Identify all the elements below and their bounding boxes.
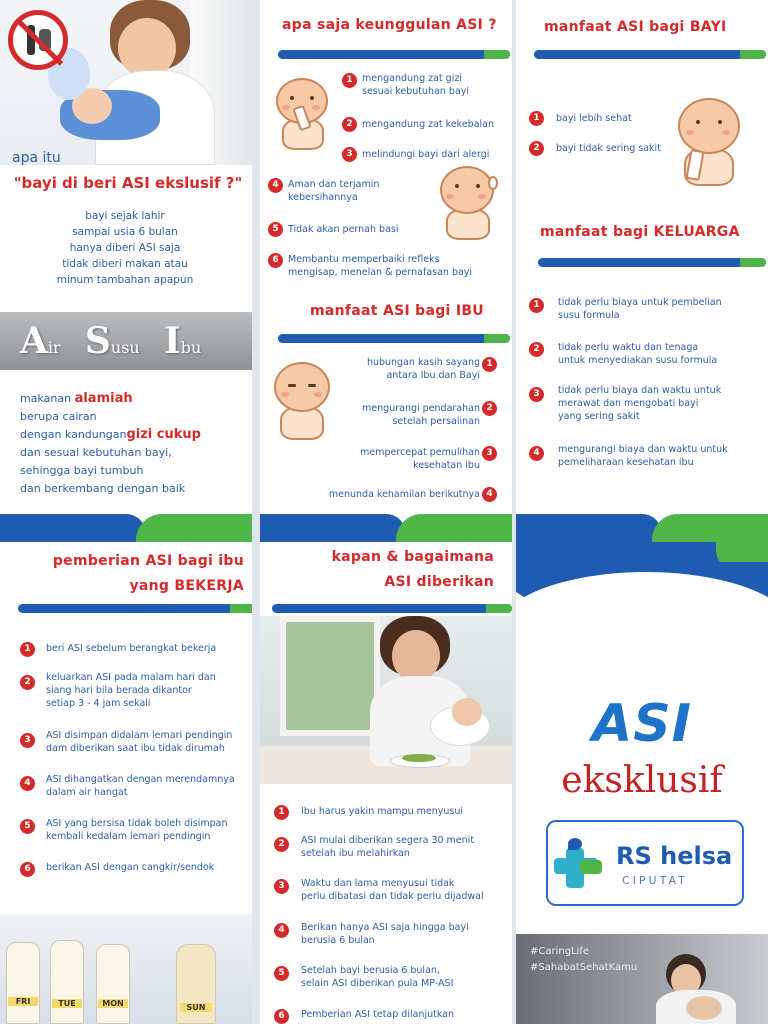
manfaat-ibu-text-1: hubungan kasih sayang antara Ibu dan Bayi	[366, 357, 480, 381]
banner-letter-a: A	[20, 320, 48, 362]
manfaat-ibu-title: manfaat ASI bagi IBU	[310, 303, 484, 319]
kapan-title-bar	[272, 604, 512, 613]
kapan-title-2: ASI diberikan	[384, 574, 494, 590]
intro-desc-line: bayi sejak lahir	[85, 210, 165, 222]
manfaat-ibu-num-4: 4	[482, 487, 497, 502]
banner-word-bu: bu	[180, 338, 202, 357]
def-line-3: dengan kandungangizi cukup	[20, 427, 201, 442]
manfaat-ibu-text-4: menunda kehamilan berikutnya	[328, 489, 480, 500]
manfaat-keluarga-num-1: 1	[529, 298, 544, 313]
banner-word-usu: usu	[110, 338, 140, 357]
keunggulan-text-4: Aman dan terjamin kebersihannya	[288, 179, 380, 203]
panel2-footer-wave	[260, 514, 512, 542]
kapan-num-5: 5	[274, 966, 289, 981]
manfaat-keluarga-title-bar	[538, 258, 766, 267]
intro-panel	[0, 0, 252, 512]
intro-question: "bayi di beri ASI ekslusif ?"	[13, 174, 243, 192]
banner-letter-i: I	[163, 320, 181, 362]
kapan-text-4: Berikan hanya ASI saja hingga bayi berusia 6 bulan	[301, 922, 469, 946]
manfaat-keluarga-text-2: tidak perlu waktu dan tenaga untuk menyediakan susu formula	[558, 342, 718, 366]
manfaat-keluarga-num-2: 2	[529, 342, 544, 357]
manfaat-ibu-num-1: 1	[482, 357, 497, 372]
bekerja-num-3: 3	[20, 733, 35, 748]
manfaat-ibu-text-3: mempercepat pemulihan kesehatan ibu	[360, 447, 480, 471]
keunggulan-text-6: Membantu memperbaiki refleks mengisap, menelan & pernafasan bayi	[288, 254, 473, 278]
no-bottle-icon	[8, 10, 68, 70]
cover-eksklusif-title: eksklusif	[561, 760, 723, 801]
manfaat-bayi-panel	[516, 0, 768, 512]
kapan-num-6: 6	[274, 1009, 289, 1024]
bekerja-text-2: keluarkan ASI pada malam hari dan siang hari bila berada dikantor setiap 3 - 4 jam sekali	[46, 672, 216, 709]
manfaat-ibu-num-3: 3	[482, 446, 497, 461]
def-emphasis-gizi: gizi cukup	[126, 427, 201, 442]
intro-desc-line: minum tambahan apapun	[56, 274, 194, 286]
hashtag-caring-life: #CaringLife	[530, 946, 590, 957]
keunggulan-title: apa saja keunggulan ASI ?	[282, 17, 497, 33]
kapan-text-3: Waktu dan lama menyusui tidak perlu dibatasi dan tidak perlu dijadwal	[301, 878, 484, 902]
manfaat-keluarga-text-3: tidak perlu biaya dan waktu untuk merawat dan mengobati bayi yang sering sakit	[558, 385, 722, 422]
baby-drinking-illustration	[674, 98, 746, 188]
air-susu-ibu-banner	[0, 312, 252, 370]
panel1-footer-wave	[0, 514, 252, 542]
logo-sub: CIPUTAT	[622, 874, 688, 887]
keunggulan-num-2: 2	[342, 117, 357, 132]
bekerja-num-1: 1	[20, 642, 35, 657]
keunggulan-num-1: 1	[342, 73, 357, 88]
bottle-label-fri: FRI	[8, 997, 38, 1006]
bottle-label-tue: TUE	[52, 999, 82, 1008]
def-emphasis-alamiah: alamiah	[74, 391, 133, 406]
bekerja-text-5: ASI yang bersisa tidak boleh disimpan kembali kedalam lemari pendingin	[46, 818, 228, 842]
bekerja-text-4: ASI dihangatkan dengan merendamnya dalam air hangat	[46, 774, 235, 798]
manfaat-keluarga-num-4: 4	[529, 446, 544, 461]
manfaat-bayi-num-2: 2	[529, 141, 544, 156]
manfaat-bayi-num-1: 1	[529, 111, 544, 126]
manfaat-keluarga-text-4: mengurangi biaya dan waktu untuk pemeliharaan kesehatan ibu	[558, 444, 728, 468]
ibu-bekerja-title-1: pemberian ASI bagi ibu	[52, 553, 244, 569]
kapan-text-1: Ibu harus yakin mampu menyusui	[301, 806, 464, 817]
keunggulan-title-bar	[278, 50, 510, 59]
rs-helsa-cross-icon	[554, 838, 608, 892]
keunggulan-panel	[260, 0, 512, 512]
manfaat-keluarga-num-3: 3	[529, 387, 544, 402]
keunggulan-text-3: melindungi bayi dari alergi	[362, 149, 490, 160]
kapan-num-4: 4	[274, 923, 289, 938]
kapan-num-1: 1	[274, 805, 289, 820]
bekerja-num-5: 5	[20, 819, 35, 834]
keunggulan-num-6: 6	[268, 253, 283, 268]
baby-sleeping-illustration	[270, 362, 336, 442]
baby-spoon-illustration	[436, 166, 502, 242]
intro-desc-line: tidak diberi makan atau	[62, 258, 188, 270]
asi-definition	[20, 390, 245, 498]
def-line-6: dan berkembang dengan baik	[20, 482, 186, 495]
keunggulan-num-4: 4	[268, 178, 283, 193]
bekerja-text-3: ASI disimpan didalam lemari pendingin dam diberikan saat ibu tidak dirumah	[46, 730, 233, 754]
bekerja-text-1: beri ASI sebelum berangkat bekerja	[46, 643, 217, 654]
manfaat-bayi-text-2: bayi tidak sering sakit	[556, 143, 661, 154]
bekerja-num-4: 4	[20, 776, 35, 791]
bekerja-num-6: 6	[20, 862, 35, 877]
bottle-label-mon: MON	[98, 999, 128, 1008]
intro-description	[20, 208, 230, 288]
ibu-bekerja-panel	[0, 542, 256, 1024]
vertical-divider-right	[512, 0, 516, 1024]
kapan-panel	[260, 542, 514, 1024]
kapan-num-3: 3	[274, 879, 289, 894]
def-line-4: dan sesuai kebutuhan bayi,	[20, 446, 172, 459]
keunggulan-num-3: 3	[342, 147, 357, 162]
manfaat-bayi-title: manfaat ASI bagi BAYI	[544, 19, 727, 35]
kapan-text-6: Pemberian ASI tetap dilanjutkan	[301, 1009, 455, 1020]
kapan-title-1: kapan & bagaimana	[331, 549, 494, 565]
bekerja-text-6: berikan ASI dengan cangkir/sendok	[46, 862, 215, 873]
bottle-label-sun: SUN	[180, 1003, 212, 1012]
banner-letter-s: S	[84, 320, 111, 362]
banner-word-ir: ir	[47, 338, 61, 357]
keunggulan-num-5: 5	[268, 222, 283, 237]
apa-itu-label: apa itu	[12, 150, 61, 166]
milk-bottles-photo	[0, 914, 256, 1024]
kapan-text-2: ASI mulai diberikan segera 30 menit setelah ibu melahirkan	[301, 835, 475, 859]
mother-feeding-photo	[260, 616, 514, 784]
def-line-5: sehingga bayi tumbuh	[20, 464, 144, 477]
cover-asi-title: ASI	[591, 694, 693, 754]
manfaat-ibu-title-bar	[278, 334, 510, 343]
kapan-text-5: Setelah bayi berusia 6 bulan, selain ASI diberikan pula MP-ASI	[301, 965, 454, 989]
manfaat-bayi-text-1: bayi lebih sehat	[556, 113, 632, 124]
hashtag-sahabat: #SahabatSehatKamu	[530, 962, 638, 973]
manfaat-ibu-num-2: 2	[482, 401, 497, 416]
ibu-bekerja-title-2: yang BEKERJA	[129, 578, 244, 594]
manfaat-ibu-text-2: mengurangi pendarahan setelah persalinan	[362, 403, 480, 427]
ibu-bekerja-title-bar	[18, 604, 256, 613]
manfaat-bayi-title-bar	[534, 50, 766, 59]
vertical-divider-left	[252, 0, 260, 1024]
def-line-2: berupa cairan	[20, 410, 97, 423]
kapan-num-2: 2	[274, 837, 289, 852]
intro-desc-line: hanya diberi ASI saja	[69, 242, 181, 254]
cover-panel	[516, 542, 768, 1024]
manfaat-keluarga-text-1: tidak perlu biaya untuk pembelian susu formula	[558, 297, 722, 321]
bekerja-num-2: 2	[20, 675, 35, 690]
manfaat-keluarga-title: manfaat bagi KELUARGA	[540, 224, 740, 240]
def-line-1: makanan alamiah	[20, 391, 133, 406]
keunggulan-text-5: Tidak akan pernah basi	[288, 224, 399, 235]
rs-helsa-logo	[546, 820, 744, 906]
keunggulan-text-2: mengandung zat kekebalan	[362, 119, 495, 130]
panel3-footer-wave	[516, 514, 768, 542]
baby-bottle-illustration	[272, 78, 334, 152]
intro-desc-line: sampai usia 6 bulan	[72, 226, 178, 238]
logo-name: RS helsa	[616, 842, 733, 870]
cover-bottom-photo	[516, 934, 768, 1024]
keunggulan-text-1: mengandung zat gizi sesuai kebutuhan bayi	[362, 73, 470, 97]
